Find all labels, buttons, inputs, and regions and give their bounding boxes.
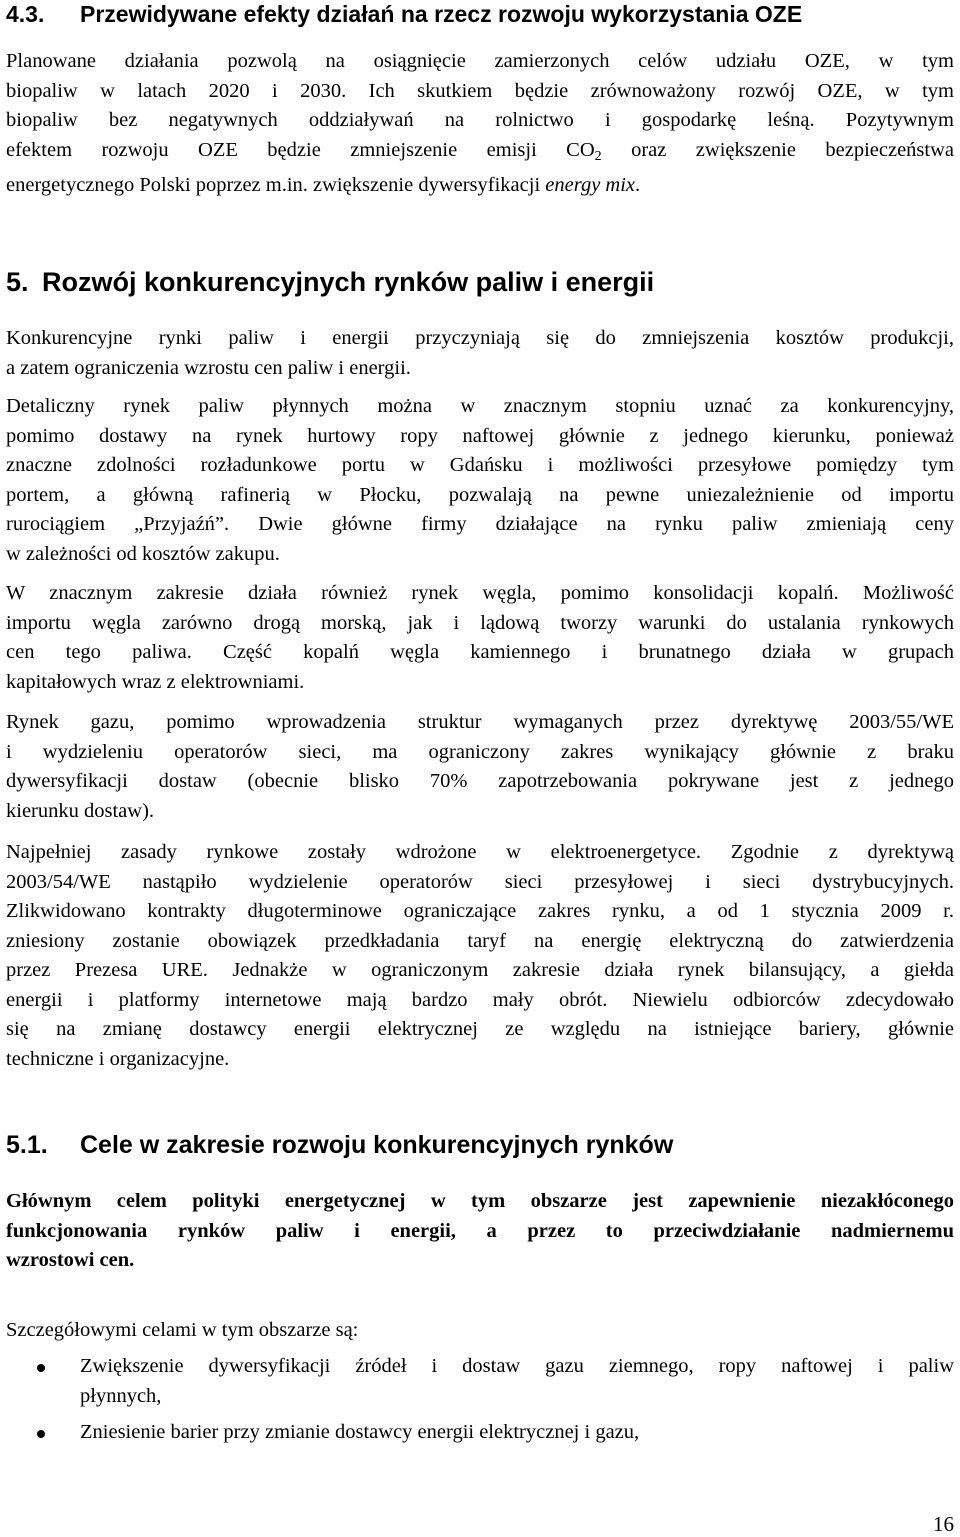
paragraph-oze-effects [6, 47, 954, 201]
text-line: Głównym celem polityki energetycznej w tym obszarze jest zapewnienie niezakłóconego [6, 1190, 954, 1212]
text-line-co2 [6, 136, 954, 172]
text-line: Najpełniej zasady rynkowe zostały wdrożone w elektroenergetyce. Zgodnie z dyrektywą [6, 841, 954, 863]
text-line: Szczegółowymi celami w tym obszarze są: [6, 1319, 359, 1341]
list-item [0, 1352, 954, 1411]
text-line: W znacznym zakresie działa również rynek węgla, pomimo konsolidacji kopalń. Możliwość [6, 582, 954, 604]
text-line: a zatem ograniczenia wzrostu cen paliw i energii. [6, 356, 411, 379]
text-line: Detaliczny rynek paliw płynnych można w znacznym stopniu uznać za konkurencyjny, [6, 395, 954, 417]
co2-text-after: oraz zwiększenie bezpieczeństwa [601, 138, 955, 161]
text-line: Rynek gazu, pomimo wprowadzenia struktur wymaganych przez dyrektywę 2003/55/WE [6, 711, 954, 733]
energy-mix-italic: energy mix [545, 174, 636, 196]
text-line: funkcjonowania rynków paliw i energii, a przez to przeciwdziałanie nadmiernemu [6, 1219, 954, 1242]
text-line: znaczne zdolności rozładunkowe portu w Gdańsku i możliwości przesyłowe pomiędzy tym [6, 454, 954, 476]
text-line: biopaliw w latach 2020 i 2030. Ich skutkiem będzie zrównoważony rozwój OZE, w tym [6, 79, 954, 102]
text-line: Zlikwidowano kontrakty długoterminowe ograniczające zakres rynku, a od 1 stycznia 2009 r. [6, 900, 954, 922]
text-line: kierunku dostaw). [6, 799, 155, 822]
goals-list [0, 1352, 960, 1448]
text-line: kapitałowych wraz z elektrowniami. [6, 670, 305, 693]
co2-subscript: 2 [594, 148, 602, 164]
section-number: 5.1. [6, 1131, 48, 1159]
text-line: importu węgla zarówno drogą morską, jak i lądową tworzy warunki do ustalania rynkowych [6, 611, 954, 634]
paragraph-electricity-market [6, 838, 954, 1074]
section-heading-5-1 [6, 1130, 673, 1160]
text-line: portem, a główną rafinerią w Płocku, pozwalają na pewne uniezależnienie od importu [6, 483, 954, 506]
page-number: 16 [933, 1512, 954, 1536]
text-line: wzrostowi cen. [6, 1249, 135, 1271]
text-line: 2003/54/WE nastąpiło wydzielenie operatorów sieci przesyłowej i sieci dystrybucyjnych. [6, 870, 954, 893]
section-heading-5 [6, 266, 654, 298]
text-line: się na zmianę dostawcy energii elektrycznej ze względu na istniejące bariery, głównie [6, 1018, 954, 1040]
text-line: Planowane działania pozwolą na osiągnięcie zamierzonych celów udziału OZE, w tym [6, 50, 954, 72]
bullet-icon [37, 1430, 45, 1438]
text-line-energy-mix [6, 171, 954, 201]
energy-mix-text: energetycznego Polski poprzez m.in. zwiększenie dywersyfikacji [6, 174, 546, 196]
text-line: dywersyfikacji dostaw (obecnie blisko 70% zapotrzebowania pokrywane jest z jednego [6, 770, 954, 792]
paragraph-gas-market [6, 708, 954, 826]
text-line: przez Prezesa URE. Jednakże w ograniczonym zakresie działa rynek bilansujący, a giełda [6, 959, 954, 981]
bullet-icon [37, 1364, 45, 1372]
list-item [0, 1418, 954, 1448]
co2-text: efektem rozwoju OZE będzie zmniejszenie emisji CO [6, 138, 595, 161]
paragraph-fuel-market [6, 392, 954, 569]
paragraph-coal-market [6, 579, 954, 697]
text-line: Zwiększenie dywersyfikacji źródeł i dostaw gazu ziemnego, ropy naftowej i paliw [80, 1355, 954, 1377]
energy-mix-end: . [635, 174, 641, 196]
text-line: Konkurencyjne rynki paliw i energii przyczyniają się do zmniejszenia kosztów produkcji, [6, 327, 954, 349]
text-line: płynnych, [80, 1384, 162, 1407]
text-line: pomimo dostawy na rynek hurtowy ropy naftowej głównie z jednego kierunku, ponieważ [6, 424, 954, 447]
text-line: i wydzieleniu operatorów sieci, ma ograniczony zakres wynikający głównie z braku [6, 740, 954, 763]
text-line: energii i platformy internetowe mają bardzo mały obrót. Niewielu odbiorców zdecydowało [6, 988, 954, 1011]
text-line: Zniesienie barier przy zmianie dostawcy energii elektrycznej i gazu, [80, 1421, 640, 1443]
text-line: cen tego paliwa. Część kopalń węgla kamiennego i brunatnego działa w grupach [6, 641, 954, 663]
text-line: zniesiony zostanie obowiązek przedkładania taryf na energię elektryczną do zatwierdzenia [6, 929, 954, 952]
section-title: Cele w zakresie rozwoju konkurencyjnych rynków [80, 1131, 674, 1159]
text-line: biopaliw bez negatywnych oddziaływań na rolnictwo i gospodarkę leśną. Pozytywnym [6, 109, 954, 131]
paragraph-detailed-goals-intro [6, 1316, 954, 1346]
section-heading-4-3 [6, 0, 802, 28]
section-number: 4.3. [6, 1, 45, 27]
section-title: Rozwój konkurencyjnych rynków paliw i energii [42, 267, 655, 297]
paragraph-competitive-markets [6, 324, 954, 383]
section-title: Przewidywane efekty działań na rzecz rozwoju wykorzystania OZE [80, 1, 803, 27]
section-number: 5. [6, 267, 29, 297]
text-line: w zależności od kosztów zakupu. [6, 542, 280, 565]
paragraph-main-goal [6, 1187, 954, 1276]
text-line: rurociągiem „Przyjaźń”. Dwie główne firmy działające na rynku paliw zmieniają ceny [6, 513, 954, 535]
text-line: techniczne i organizacyjne. [6, 1047, 230, 1070]
